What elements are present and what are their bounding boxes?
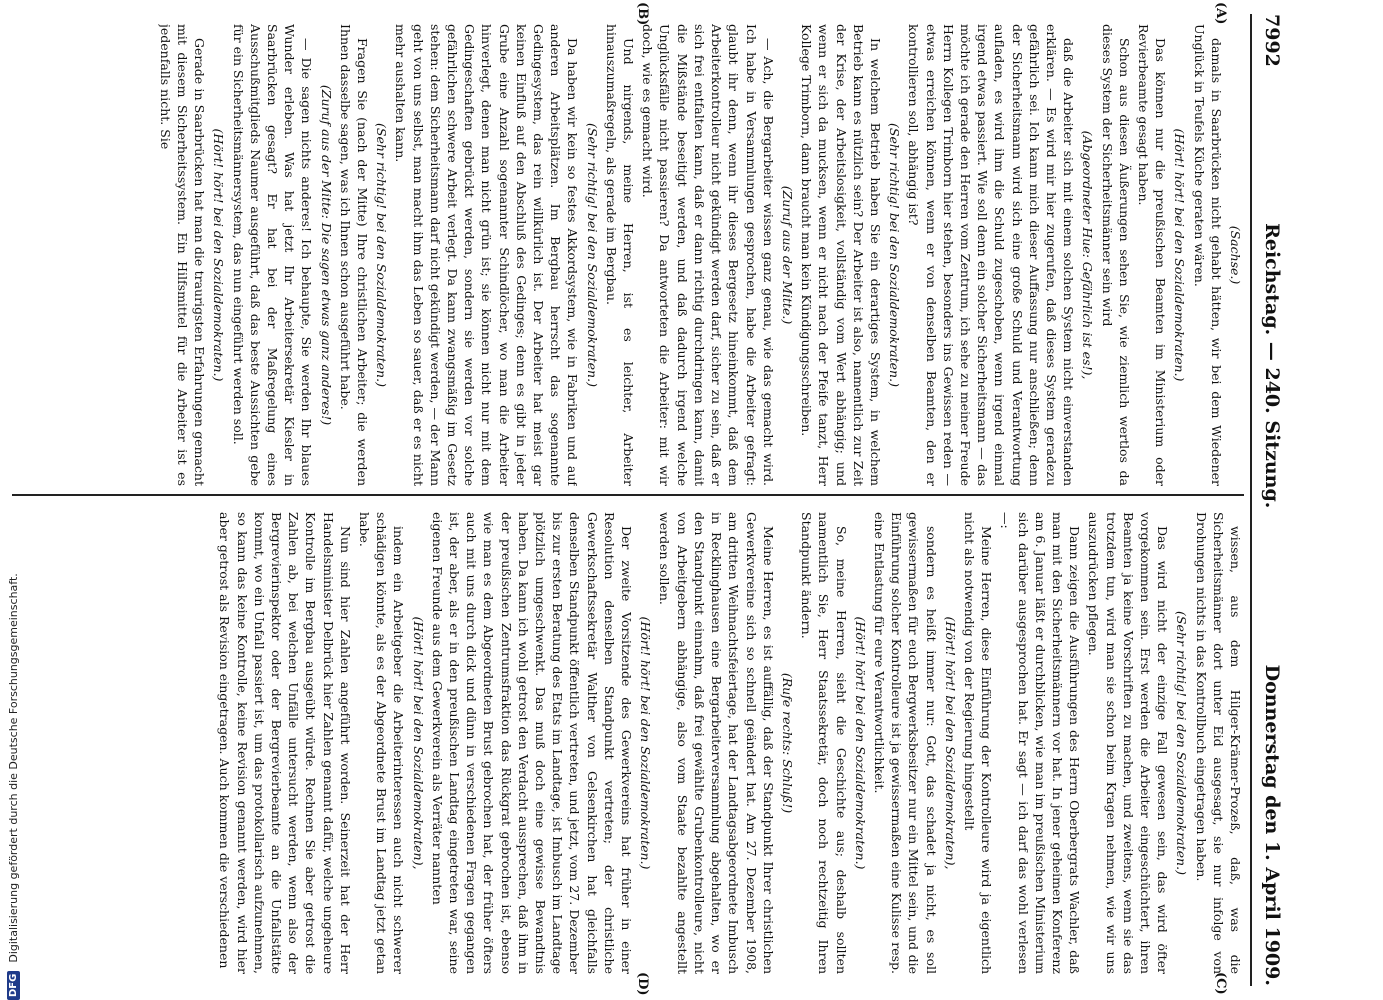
left-paragraph: Das können nur die preußischen Beamten im Ministerium oder Revierbeamte gesagt haben. bbox=[1135, 24, 1169, 486]
left-paragraph: — Die sagen nichts anderes! Ich behaupte, Sie werden Ihr blaues Wunder erleben. Was hat jetzt Ihr Arbeitersekretär Kiesler in Saarbrücken gesagt? Er hat bei der Maßregelung eines Ausschußmitglieds Naumer ausgeführt, daß das beste Aussichten gebe für ein Sicherheitsmännersystem, das nun eingeführt werden soll. bbox=[230, 24, 315, 486]
left-paragraph: Und nirgends, meine Herren, ist es leichter, Arbeiter hinauszumaßregeln, als gerade im Bergbau. bbox=[603, 24, 637, 486]
left-paragraph: damals in Saarbrücken nicht gehabt hätten, wir bei dem Wiedener Unglück in Teufels Küche geraten wären. bbox=[1191, 24, 1224, 486]
digitization-footer bbox=[1, 0, 25, 1000]
left-paragraph: (Hört! hört! bei den Sozialdemokraten.) bbox=[1172, 128, 1188, 382]
header-title-left: Reichstag. — 240. Sitzung. bbox=[1261, 223, 1283, 509]
margin-marker-c: (C) bbox=[1213, 972, 1228, 995]
left-paragraph: In welchem Betrieb haben Sie ein derartiges System, in welchem Betrieb kann es nützlich sein? Der Arbeiter ist also, namentlich zur Zeit der Krise, der Arbeitslosigkeit, vollständig vom Wert abhängig; und wenn er sich da mucksen, wenn er nicht nach der Pfeife tanzt, Herr Kollege Trimborn, dann braucht man kein Kündigungsschreiben. bbox=[799, 24, 883, 486]
left-paragraph: (Sachse.) bbox=[1228, 225, 1243, 285]
right-paragraph: (Hört! hört! bei den Sozialdemokraten.) bbox=[638, 616, 654, 870]
dfg-logo: DFG bbox=[7, 971, 20, 1000]
left-text-column bbox=[12, 24, 1244, 486]
right-paragraph: (Sehr richtig! bei den Sozialdemokraten.) bbox=[1174, 611, 1190, 875]
right-paragraph: (Hört! hört! bei den Sozialdemokraten), bbox=[410, 616, 426, 870]
left-paragraph: (Abgeordneter Hue: Gefährlich ist es!), bbox=[1080, 130, 1096, 380]
left-paragraph: Gerade in Saarbrücken hat man die traurigsten Erfahrungen gemacht mit diesem Sicherheitssystem. Ein Hilfsmittel für die Arbeiter ist es jedenfalls nicht. Sie bbox=[157, 24, 208, 486]
right-paragraph: Der zweite Vorsitzende des Gewerkvereins hat früher in einer Resolution denselben Standpunkt vertreten; der christliche Gewerkschaftssekretär Walther von Gelsenkirchen hat gleichfalls denselben Standpunkt öffentlich vertreten, und jetzt, vom 27. Dezember bis zur ersten Beratung des Etats im Landtage, ist Imbusch im Landtage plötzlich umgeschwenkt. Das muß doch eine gewisse Bewandtnis haben. Da kann ich wohl getrost den Verdacht aussprechen, daß ihm in der preußischen Zentrumsfraktion das Rückgrat gebrochen ist, ebenso wie man es dem Abgeordneten Brust gebrochen hat, der früher öfters auch mit uns durch dick und dünn in verschiedenen Fragen gegangen ist, der aber, als er in den preußischen Landtag eingetreten war, seine eigenen Freunde aus dem Gewerkverein als Verräter nannten bbox=[429, 512, 635, 974]
right-paragraph: Das wird nicht der einzige Fall gewesen sein, das wird öfter vorgekommen sein. Erst werden die Arbeiter eingeschüchtert, ihren Beamten ja keine Vorschriften zu machen, und zweitens, wenn sie das trotzdem tun, wird man sie schon beim Kragen nehmen, wie wir uns auszudrücken pflegen. bbox=[1086, 512, 1171, 974]
left-paragraph: — Ach, die Bergarbeiter wissen ganz genau, wie das gemacht wird. Ich habe in Versammlungen gesprochen, habe die Arbeiter gefragt: glaubt ihr denn, wenn ihr dieses Bergesetz hineinkommt, daß dem Arbeiterkontrolleur nicht gekündigt werden darf, sicher zu sein, daß er sich frei entfalten kann, daß er dann richtig durchdringen kann, damit die Mißstände beseitigt werden, und daß dadurch irgend welche Unglücksfälle nicht passieren? Da antworteten die Arbeiter: mit wir doch, wie es gemacht wird. bbox=[640, 24, 776, 486]
margin-marker-b: (B) bbox=[635, 2, 650, 26]
right-paragraph: Dann zeigen die Ausführungen des Herrn Oberbergrats Wachler, daß man mit den Sicherheitsmännern vor hat. In jener geheimen Konferenz am 6. Januar läßt er durchblicken, wie man im preußischen Ministerium sich darüber ausgesprochen hat. Er sagt — ich darf das wohl verlesen —: bbox=[998, 512, 1083, 974]
margin-marker-a: (A) bbox=[1213, 2, 1228, 25]
right-paragraph: (Hört! hört! bei den Sozialdemokraten), bbox=[942, 616, 958, 870]
left-paragraph: Da haben wir kein so festes Akkordsystem, wie in Fabriken und auf anderen Arbeitsplätzen. Im Bergbau herrscht das sogenannte Gedingesystem, das rein willkürlich ist. Der Arbeiter hat meist gar keinen Einfluß auf den Abschluß des Gedinges; denn es gibt in jeder Grube eine Anzahl sogenannter Schindlöcher, wo man die Arbeiter hinverlegt, denen man nicht grün ist; sie können nicht nur mit dem Gedingeschaften gebrückt werden, sondern sie werden vor solche gefährlichen schwere Arbeit verlegt. Da kann zwangsmäßig im Gesetz stehen: dem Sicherheitsmann darf nicht gekündigt werden, — der Mann geht von uns selbst, man macht ihm das Leben so sauer, daß er es nicht mehr aushalten kann. bbox=[393, 24, 581, 486]
right-paragraph: Nun sind hier Zahlen angeführt worden. Seinerzeit hat der Herr Handelsminister Delbrück hier Zahlen genannt dafür, welche ungeheure Kontrolle im Bergbau ausgeübt würde. Rechnen Sie aber getrost die Zahlen ab, bei welchen Unfälle untersucht werden, wenn also der Bergrevierinspektor oder der Bergrevierbeamte an die Unfallstätte kommt, wo ein Unfall passiert ist, um das protokollarisch aufzunehmen, so kann das keine Kontrolle, keine Revision genannt werden, wird hier aber getrost als Revision eingetragen. Auch kommen die verschiedenen bbox=[217, 512, 353, 974]
right-paragraph: sondern es heißt immer nur: Gott, das schadet ja nicht, es soll gewissermaßen für euch Bergwerksbesitzer nur ein Mittel sein, und die Einführung solcher Kontrolleure ist ja gewissermaßen eine Kulisse resp. eine Entlastung für eure Verantwortlichkeit. bbox=[871, 512, 939, 974]
left-paragraph: (Zuruf aus der Mitte.) bbox=[779, 185, 795, 325]
page-header bbox=[1250, 14, 1292, 986]
left-paragraph: (Sehr richtig! bei den Sozialdemokraten.) bbox=[584, 123, 600, 387]
page-number: 7992 bbox=[1261, 14, 1283, 67]
right-paragraph: Meine Herren, diese Einführung der Kontrolleure wird ja eigentlich nicht als notwendig von der Regierung hingestellt bbox=[961, 512, 995, 974]
right-paragraph: Meine Herren, es ist auffällig, daß der Standpunkt Ihrer christlichen Gewerkvereine sich so schnell geändert hat. Am 27. Dezember 1908, am dritten Weihnachtsfeiertage, hat der Landtagsabgeordnete Imbusch in Recklinghausen eine Bergarbeiterversammlung abgehalten, wo er den Standpunkt einnahm, daß frei gewählte Grubenkontrolleure, nicht von Arbeitgebern abhängige, also vom Staate bezahlte angestellt werden sollen. bbox=[657, 512, 776, 974]
digitization-credit: Digitalisierung gefördert durch die Deutsche Forschungsgemeinschaft. bbox=[6, 573, 20, 963]
right-paragraph: wissen, aus dem Hilger-Krämer-Prozeß, daß, was die Sicherheitsmänner dort unter Eid ausgesagt, sie nur infolge von Drohungen nichts in das Kontrollbuch eingetragen haben. bbox=[1193, 512, 1243, 974]
right-paragraph: (Hört! hört! bei den Sozialdemokraten.) bbox=[852, 616, 868, 870]
left-paragraph: (Zuruf aus der Mitte: Die sagen etwas ganz anderes!) bbox=[318, 84, 334, 426]
left-paragraph: (Hört! hört! bei den Sozialdemokraten.) bbox=[211, 128, 227, 382]
right-text-column bbox=[12, 512, 1244, 974]
left-paragraph: Fragen Sie (nach der Mitte) Ihre christlichen Arbeiter; die werden Ihnen dasselbe sagen, was ich Ihnen schon ausgeführt habe. bbox=[337, 24, 371, 486]
left-paragraph: (Sehr richtig! bei den Sozialdemokraten.) bbox=[374, 123, 390, 387]
right-paragraph: indem ein Arbeitgeber die Arbeiterinteressen auch nicht schwerer schädigen könnte, als es der Abgeordnete Brust im Landtag jetzt getan habe. bbox=[357, 512, 407, 974]
left-paragraph: (Sehr richtig! bei den Sozialdemokraten.) bbox=[887, 123, 903, 387]
left-paragraph: daß die Arbeiter sich mit einem solchen System nicht einverstanden erklären. — Es wird mir hier zugerufen, daß dieses System geradezu gefährlich sei. Ich kann mich dieser Auffassung nur anschließen; denn der Sicherheitsmann wird sich eine große Schuld und Verantwortung aufladen, es wird ihm die Schuld zugeschoben, wenn irgend einmal irgend etwas passiert. Wie soll denn ein solcher Sicherheitsmann — das möchte ich gerade den Herren vom Zentrum, ich sehe zu meiner Freude Herrn Kollegen Trimborn hier stehen, besonders ins Gewissen reden — etwas erreichen können, wenn er von denselben Beamten, den er kontrollieren soll, abhängig ist? bbox=[906, 24, 1077, 486]
header-title-right: Donnerstag den 1. April 1909. bbox=[1261, 664, 1283, 986]
left-paragraph: Schon aus diesen Äußerungen sehen Sie, wie ziemlich wertlos da dieses System der Sicherheitsmänner sein wird bbox=[1099, 24, 1132, 486]
margin-marker-d: (D) bbox=[635, 972, 650, 996]
right-paragraph: (Rufe rechts: Schluß!) bbox=[779, 672, 795, 814]
right-paragraph: So, meine Herren, sieht die Geschichte aus; deshalb sollten namentlich Sie, Herr Staatssekretär, doch noch rechtzeitig Ihren Standpunkt ändern. bbox=[799, 512, 849, 974]
column-divider bbox=[12, 494, 1244, 496]
